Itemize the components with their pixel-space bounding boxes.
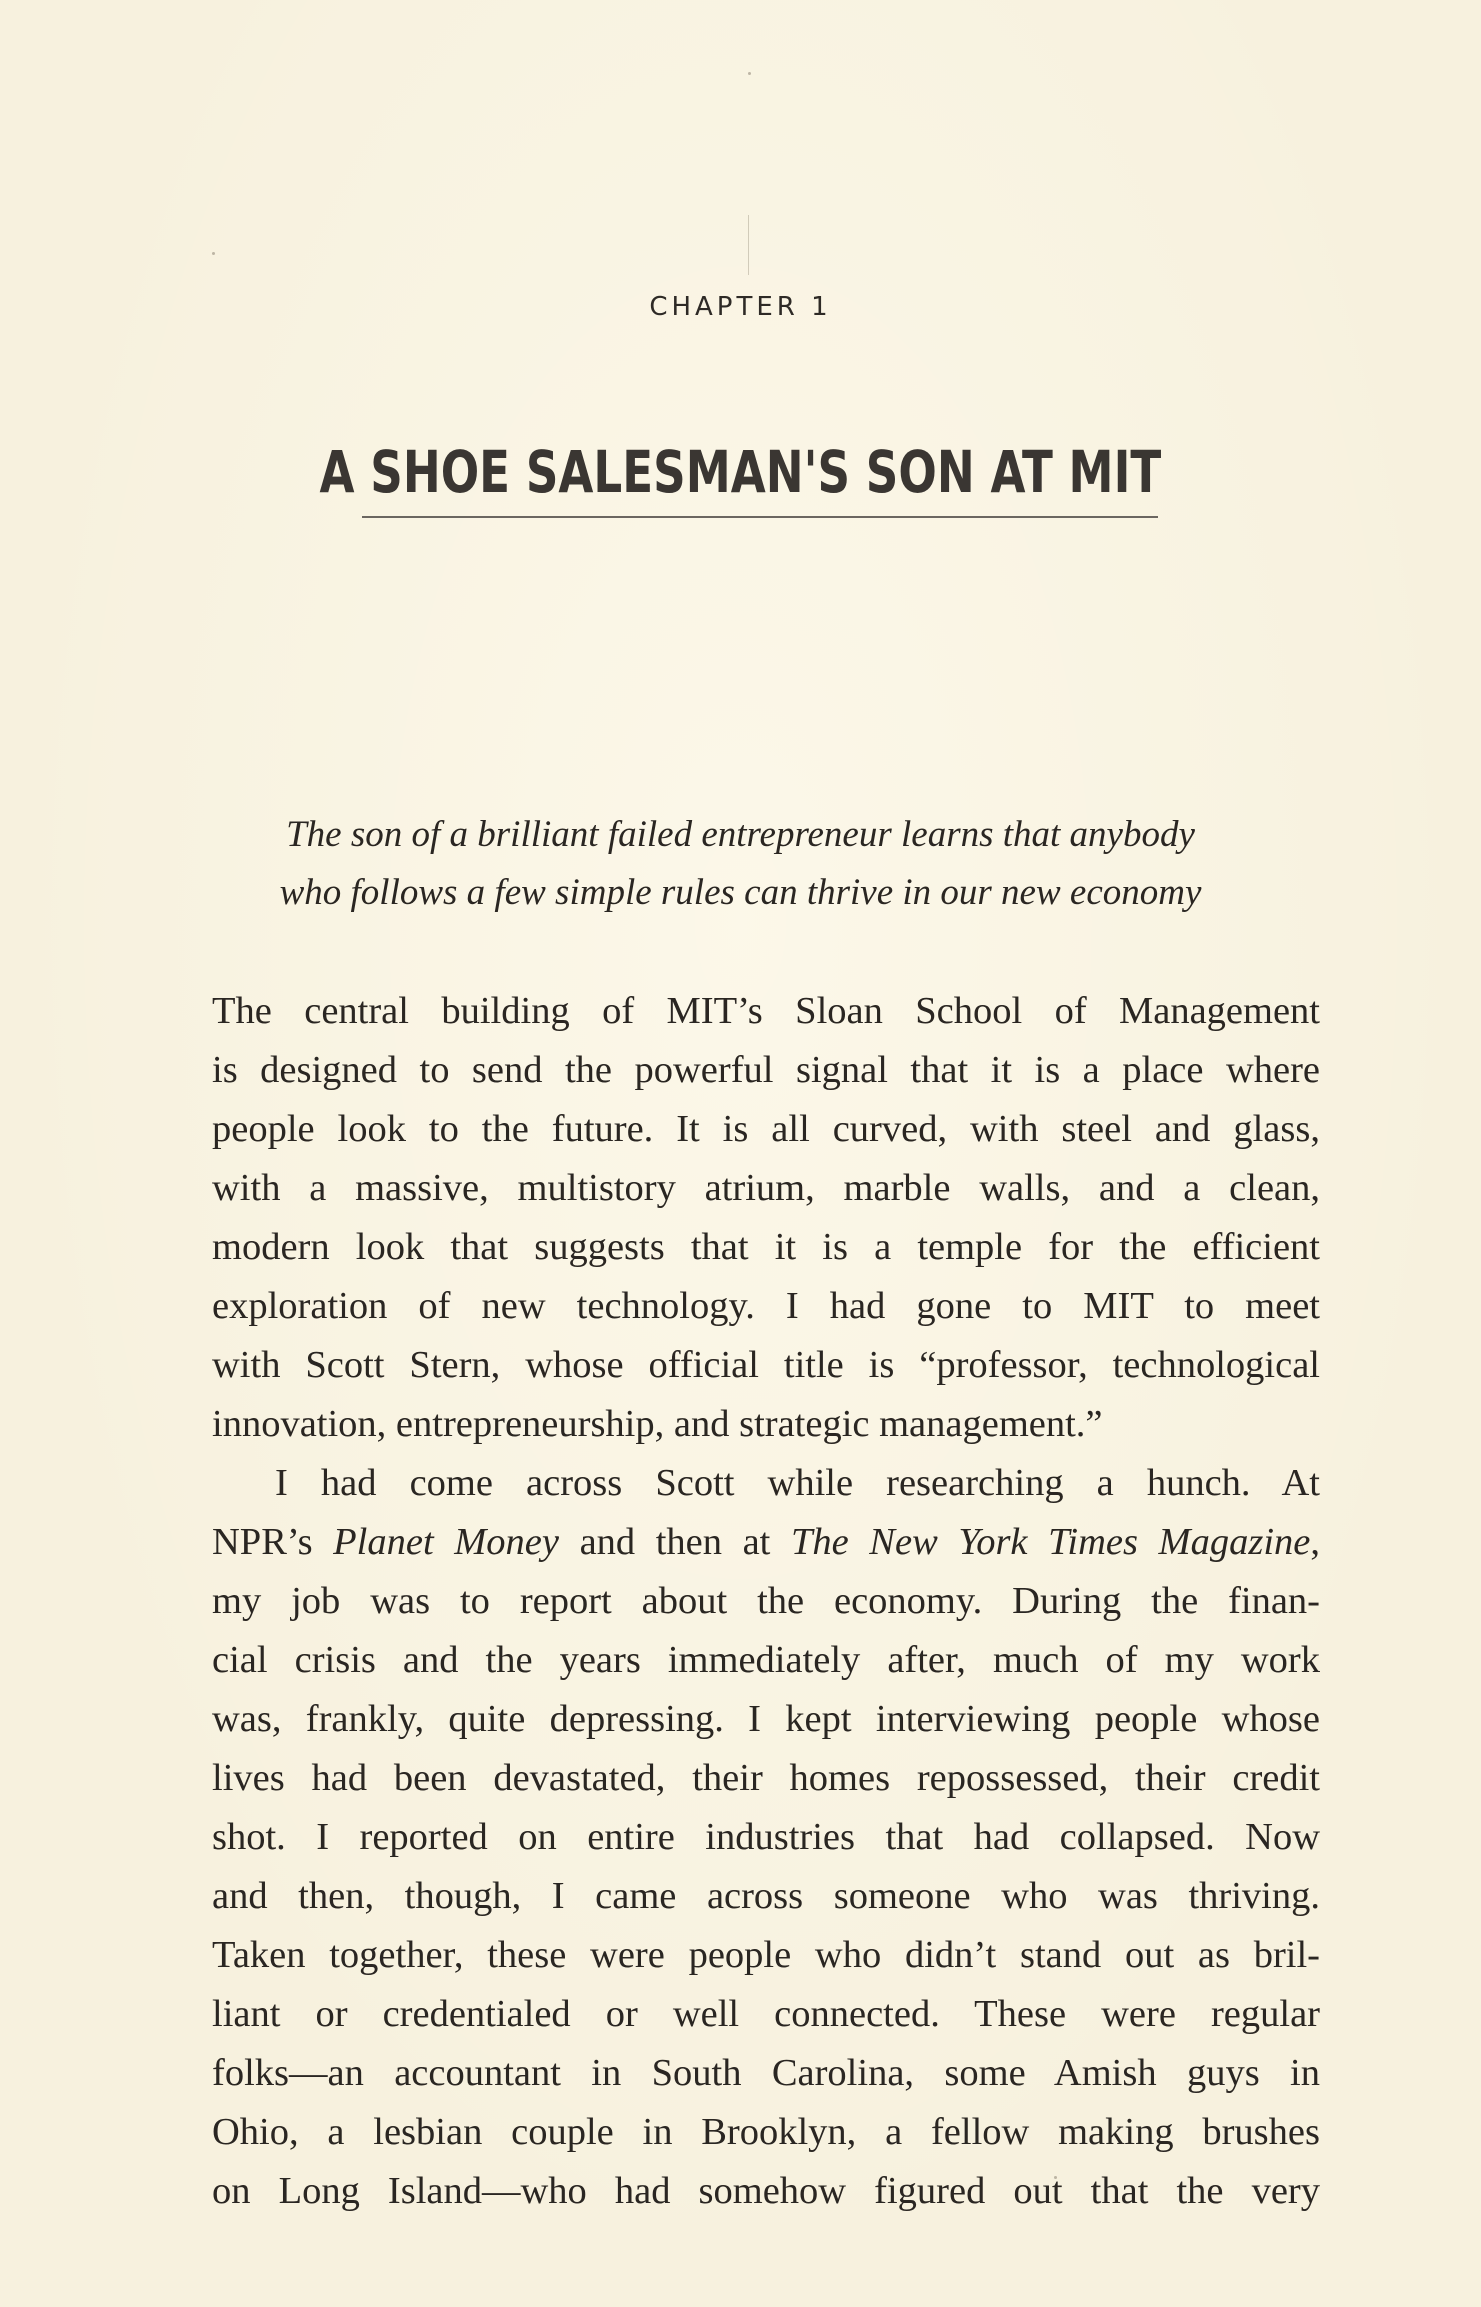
title-underline xyxy=(362,516,1158,518)
body-line: shot. I reported on entire industries that had collapsed. Now xyxy=(212,1816,1320,1858)
body-line: innovation, entrepreneurship, and strategic management.” xyxy=(212,1403,1103,1445)
epigraph-line: The son of a brilliant failed entrepreneur learns that anybody xyxy=(286,814,1195,855)
body-line-with-italics xyxy=(212,1513,1320,1572)
body-line: was, frankly, quite depressing. I kept interviewing people whose xyxy=(212,1698,1320,1740)
text-run: , xyxy=(1310,1521,1320,1563)
body-line: my job was to report about the economy. During the finan- xyxy=(212,1580,1320,1622)
publication-title: Planet Money xyxy=(333,1521,559,1563)
body-line: with Scott Stern, whose official title is “professor, technological xyxy=(212,1344,1320,1386)
epigraph-line: who follows a few simple rules can thrive in our new economy xyxy=(279,872,1202,913)
body-line: and then, though, I came across someone who was thriving. xyxy=(212,1875,1320,1917)
body-line: lives had been devastated, their homes repossessed, their credit xyxy=(212,1757,1320,1799)
body-line: folks—an accountant in South Carolina, some Amish guys in xyxy=(212,2052,1320,2094)
body-line: cial crisis and the years immediately after, much of my work xyxy=(212,1639,1320,1681)
body-line: liant or credentialed or well connected. These were regular xyxy=(212,1993,1320,2035)
text-run: and then at xyxy=(558,1521,791,1563)
paper-speck xyxy=(748,72,751,75)
body-line: with a massive, multistory atrium, marble walls, and a clean, xyxy=(212,1167,1320,1209)
body-text xyxy=(212,982,1320,2221)
chapter-epigraph xyxy=(200,806,1281,922)
body-line: is designed to send the powerful signal that it is a place where xyxy=(212,1049,1320,1091)
chapter-label: CHAPTER 1 xyxy=(649,292,832,322)
body-line: Ohio, a lesbian couple in Brooklyn, a fellow making brushes xyxy=(212,2111,1320,2153)
page-crease xyxy=(748,215,749,275)
body-line: I had come across Scott while researching a hunch. At xyxy=(275,1462,1320,1504)
body-line: on Long Island—who had somehow figured out that the very xyxy=(212,2170,1320,2212)
body-line: people look to the future. It is all curved, with steel and glass, xyxy=(212,1108,1320,1150)
chapter-title: A SHOE SALESMAN'S SON AT MIT xyxy=(319,438,1162,506)
publication-title: The New York Times Magazine xyxy=(790,1521,1311,1563)
body-line: modern look that suggests that it is a temple for the efficient xyxy=(212,1226,1320,1268)
paper-speck xyxy=(212,252,215,255)
body-line: Taken together, these were people who didn’t stand out as bril- xyxy=(212,1934,1320,1976)
text-run: NPR’s xyxy=(212,1521,334,1563)
body-line: exploration of new technology. I had gone to MIT to meet xyxy=(212,1285,1320,1327)
body-line: The central building of MIT’s Sloan School of Management xyxy=(212,990,1320,1032)
paper-speck xyxy=(1054,2176,1057,2179)
